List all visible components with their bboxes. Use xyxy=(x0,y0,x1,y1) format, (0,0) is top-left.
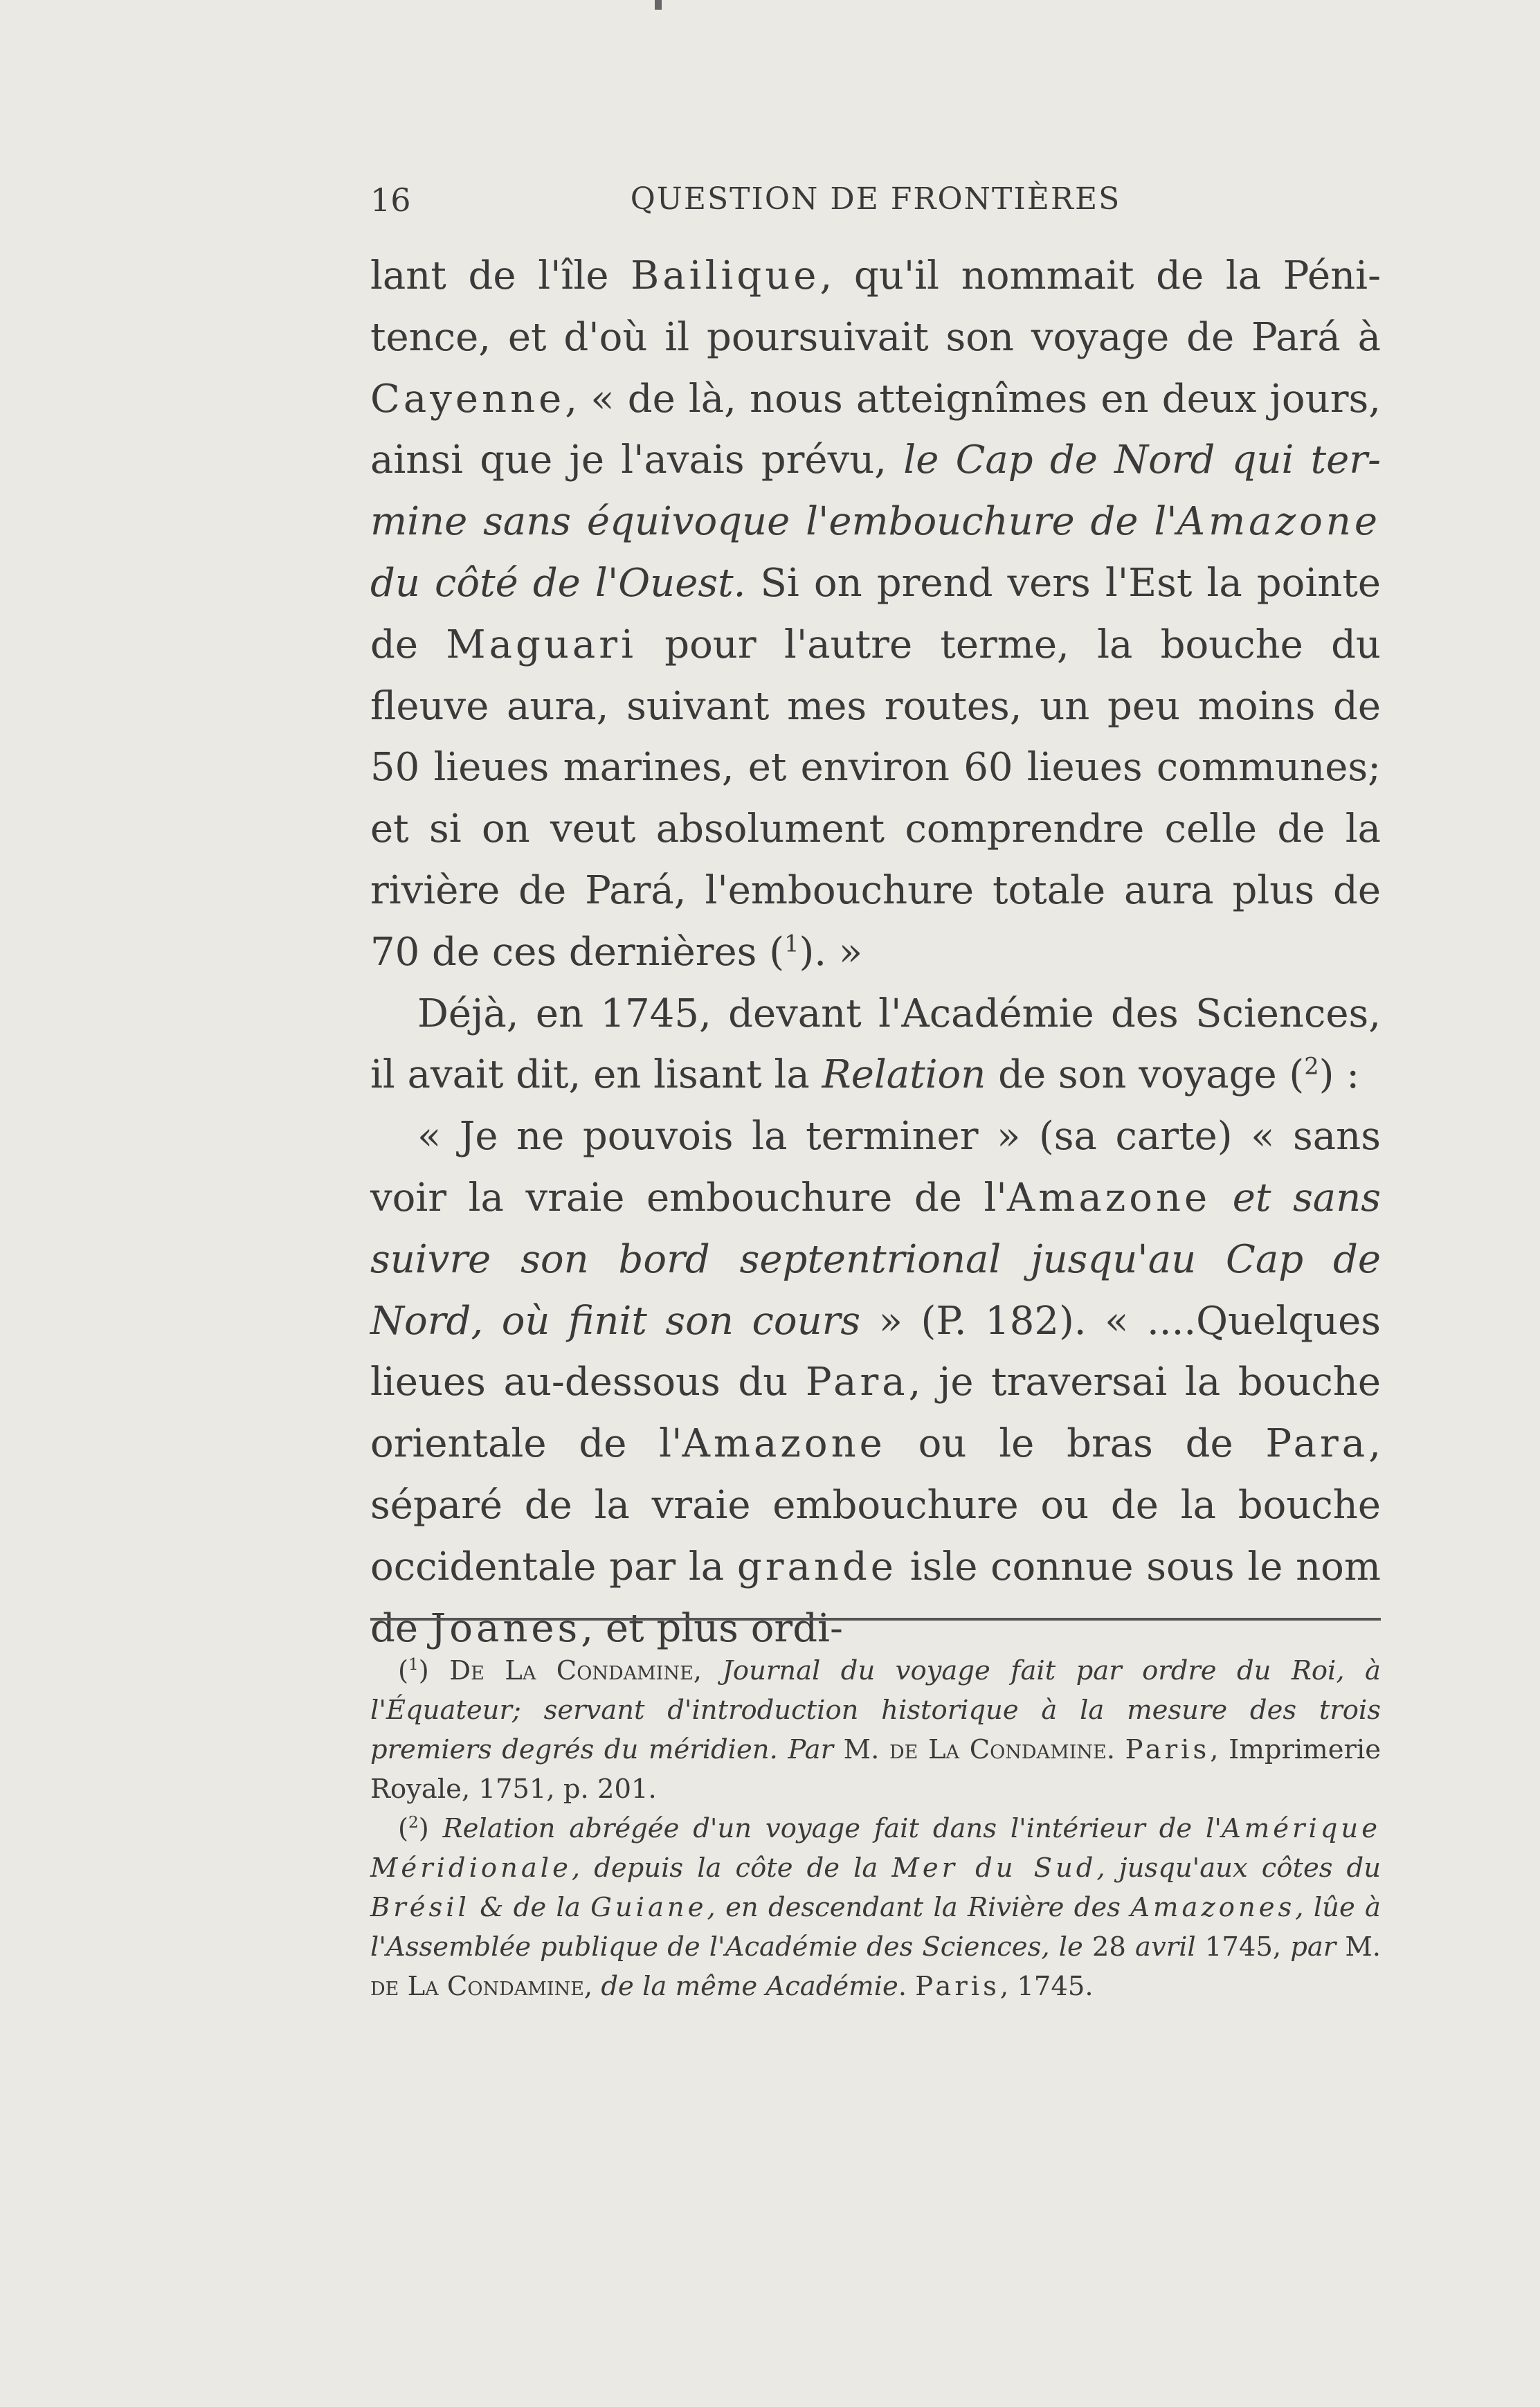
text-run: , xyxy=(693,1655,723,1686)
text-run: Déjà, en 1745, devant l'Académie des Sciences, il avait dit, en lisant la xyxy=(370,991,1381,1098)
body-text xyxy=(370,246,1381,1659)
text-run: ). » xyxy=(799,929,863,975)
place-name: Cayenne xyxy=(370,376,565,422)
text-run: pour l'autre terme, la bouche du fleuve aura, suivant mes routes, un peu moins de 50 lieues marines, et environ 60 lieues communes; et si on veut absolument comprendre celle de la rivière de Pará, l'embouchure totale aura plus de 70 de ces dernières ( xyxy=(370,622,1381,975)
footnote-number: 1 xyxy=(408,1656,419,1675)
text-run: , xyxy=(583,1971,601,2002)
footnote-2: ($^2$) Relation abrégée d'un voyage fait dans l'intérieur de l'Amérique Méridionale, depuis la côte de la Mer du Sud, jusqu'aux côtes du Brésil & de la Guiane, en descendant la Rivière des Amazones, lûe à l'Assemblée publique de l'Académie des Sciences, le 28 avril 1745, par M. de La Condamine, de la même Académie. Paris, 1745. xyxy=(370,1813,1382,2002)
author-name: de La Condamine xyxy=(889,1734,1107,1765)
place-name: Amazone xyxy=(682,1421,886,1467)
running-title: QUESTION DE FRONTIÈRES xyxy=(630,181,1121,217)
work-title: , depuis la côte de la xyxy=(571,1852,892,1884)
text-run: , qu'il nommait de la Pénitence, et d'où il poursuivait son voyage de Pará à xyxy=(370,253,1381,360)
text-run: , séparé de la vraie embouchure ou de la bouche occidentale par la xyxy=(370,1421,1381,1589)
place-name: Amazone xyxy=(1177,499,1381,545)
text-run: isle connue sous le nom de xyxy=(370,1544,1381,1651)
footnotes xyxy=(370,1651,1381,2006)
author-name: De La Condamine xyxy=(449,1655,694,1686)
work-title: , lûe à l'Assemblée publique de l'Académie des Sciences, le xyxy=(370,1892,1382,1963)
text-run: grande xyxy=(736,1544,897,1589)
text-run: de son voyage ( xyxy=(986,1052,1305,1098)
text-run: , je traversai la bouche orientale de l' xyxy=(370,1360,1381,1467)
text-run: Si on prend vers l'Est la pointe de xyxy=(370,560,1381,667)
quoted-italic: et sans suivre son bord septentrional jusqu'au Cap de Nord, où finit son cours xyxy=(370,1175,1381,1344)
text-run: 28 xyxy=(1082,1931,1136,1963)
work-title: Relation xyxy=(822,1052,986,1098)
text-run: , 1745. xyxy=(999,1971,1094,2002)
text-run: » (P. 182). « ....Quelques lieues au-dessous du xyxy=(370,1298,1381,1405)
work-title: Journal du voyage fait par ordre du Roi, à l'Équateur; servant d'introduction historique à la mesure des trois premiers degrés du méridien. Par xyxy=(370,1655,1381,1765)
footnote-1: ($^1$) De La Condamine, Journal du voyage fait par ordre du Roi, à l'Équateur; servant d'introduction historique à la mesure des trois premiers degrés du méridien. Par M. de La Condamine. Paris, Imprimerie Royale, 1751, p. 201. xyxy=(370,1655,1381,1805)
text-run: , Imprimerie Royale, 1751, p. 201. xyxy=(370,1734,1381,1805)
place-name: Paris xyxy=(915,1971,1000,2002)
place-name: Paris xyxy=(1125,1734,1211,1765)
footnote-ref[interactable]: 2 xyxy=(1304,1052,1319,1080)
text-run: lant de l'île xyxy=(370,253,631,298)
text-run: , « de là, nous atteignîmes en deux jours, ainsi que je l'avais prévu, xyxy=(370,376,1381,483)
text-run: « Je ne pouvois la terminer » (sa carte) « sans voir la vraie embouchure de l' xyxy=(370,1114,1381,1220)
work-title: avril xyxy=(1135,1931,1196,1963)
text-run: , et plus ordi- xyxy=(581,1605,843,1651)
quoted-italic: du côté de l'Ouest. xyxy=(370,560,746,606)
place-name: Joanes xyxy=(430,1605,581,1651)
place-name: Maguari xyxy=(446,622,637,667)
place-name: Para xyxy=(1265,1421,1369,1467)
text-run: M. xyxy=(833,1734,889,1765)
page-header xyxy=(370,181,1381,230)
footnote-number: 2 xyxy=(408,1814,419,1832)
quoted-italic: le Cap de Nord qui termine sans équivoque l'embouchure de l' xyxy=(370,438,1382,545)
paragraph-3 xyxy=(370,1106,1381,1659)
work-title: , en descendant la Rivière des xyxy=(707,1892,1131,1923)
place-name: Amérique Méridionale xyxy=(370,1813,1381,1884)
work-title: , jusqu'aux côtes du xyxy=(1096,1852,1381,1884)
text-run: 1745, xyxy=(1195,1931,1291,1963)
place-name: Mer du Sud xyxy=(891,1852,1097,1884)
place-name: Amazones xyxy=(1130,1892,1296,1923)
work-title: & de la xyxy=(469,1892,591,1923)
footnote-ref[interactable]: 1 xyxy=(784,930,799,957)
page-number: 16 xyxy=(370,181,411,219)
paragraph-1 xyxy=(370,246,1381,984)
place-name: Guiane xyxy=(590,1892,707,1923)
text-run: . xyxy=(1106,1734,1125,1765)
place-name: Bailique xyxy=(631,253,820,298)
text-run: . xyxy=(898,1971,916,2002)
place-name: Amazone xyxy=(1006,1175,1211,1220)
print-mark xyxy=(655,0,662,10)
work-title: de la même Académie xyxy=(601,1971,898,2002)
footnote-rule xyxy=(370,1618,1381,1621)
text-run: ou le bras de xyxy=(885,1421,1266,1467)
work-title: par xyxy=(1290,1931,1337,1963)
place-name: Brésil xyxy=(370,1892,470,1923)
work-title: Relation abrégée d'un voyage fait dans l'intérieur de l' xyxy=(442,1813,1222,1844)
place-name: Para xyxy=(805,1360,909,1405)
text-run: M. xyxy=(1336,1931,1381,1963)
text-run: ) : xyxy=(1319,1052,1360,1098)
paragraph-2 xyxy=(370,984,1381,1107)
author-name: de La Condamine xyxy=(370,1971,584,2002)
